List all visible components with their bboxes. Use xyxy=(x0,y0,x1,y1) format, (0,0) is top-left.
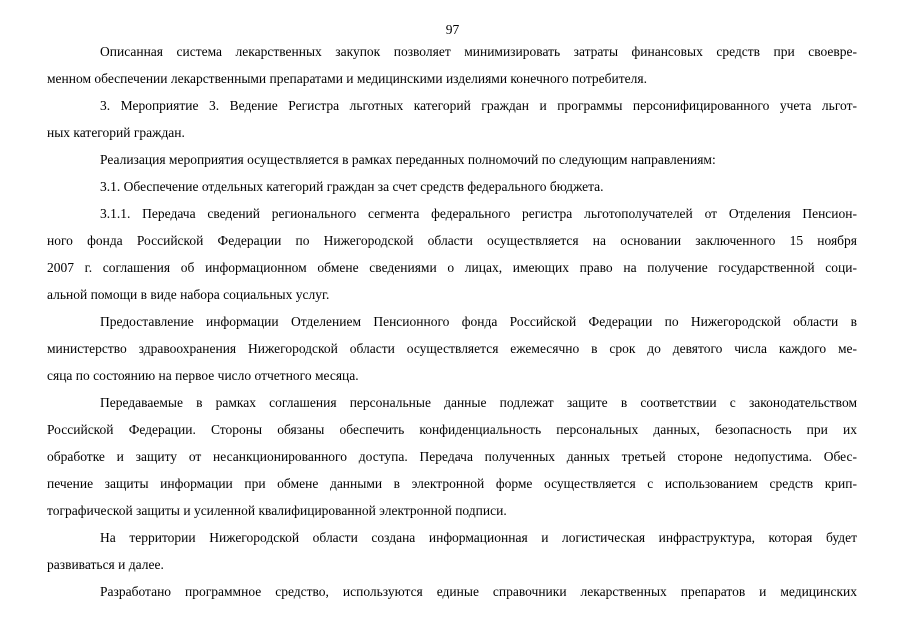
text-line: На территории Нижегородской области создана информационная и логистическая инфраструктура, которая будет xyxy=(100,530,857,545)
text-line: Передаваемые в рамках соглашения персональные данные подлежат защите в соответствии с законодательством xyxy=(100,395,857,410)
text-line: ных категорий граждан. xyxy=(47,125,185,140)
text-line: 3. Мероприятие 3. Ведение Регистра льготных категорий граждан и программы персонифицированного учета льгот- xyxy=(100,98,857,113)
text-line: Предоставление информации Отделением Пенсионного фонда Российской Федерации по Нижегородской области в xyxy=(100,314,857,329)
text-line: сяца по состоянию на первое число отчетного месяца. xyxy=(47,368,359,383)
text-line: Российской Федерации. Стороны обязаны обеспечить конфиденциальность персональных данных, безопасность при их xyxy=(47,422,857,437)
text-line: печение защиты информации при обмене данными в электронной форме осуществляется с использованием средств крип- xyxy=(47,476,857,491)
text-line: менном обеспечении лекарственными препаратами и медицинскими изделиями конечного потребителя. xyxy=(47,71,647,86)
text-line: обработке и защиту от несанкционированного доступа. Передача полученных данных третьей стороне недопустима. Обес- xyxy=(47,449,857,464)
text-line: ного фонда Российской Федерации по Нижегородской области осуществляется на основании заключенного 15 ноября xyxy=(47,233,857,248)
text-line: 2007 г. соглашения об информационном обмене сведениями о лицах, имеющих право на получение государственной соци- xyxy=(47,260,857,275)
text-line: 3.1.1. Передача сведений регионального сегмента федерального регистра льготополучателей от Отделения Пенсион- xyxy=(100,206,857,221)
text-line: развиваться и далее. xyxy=(47,557,164,572)
text-line: Реализация мероприятия осуществляется в рамках переданных полномочий по следующим направлениям: xyxy=(100,152,716,167)
page-number: 97 xyxy=(445,22,460,37)
text-line: тографической защиты и усиленной квалифицированной электронной подписи. xyxy=(47,503,507,518)
text-line: Разработано программное средство, используются единые справочники лекарственных препаратов и медицинских xyxy=(100,584,857,599)
text-line: министерство здравоохранения Нижегородской области осуществляется ежемесячно в срок до девятого числа каждого ме- xyxy=(47,341,857,356)
text-line: Описанная система лекарственных закупок позволяет минимизировать затраты финансовых средств при своевре- xyxy=(100,44,857,59)
text-line: 3.1. Обеспечение отдельных категорий граждан за счет средств федерального бюджета. xyxy=(100,179,604,194)
text-line: альной помощи в виде набора социальных услуг. xyxy=(47,287,330,302)
